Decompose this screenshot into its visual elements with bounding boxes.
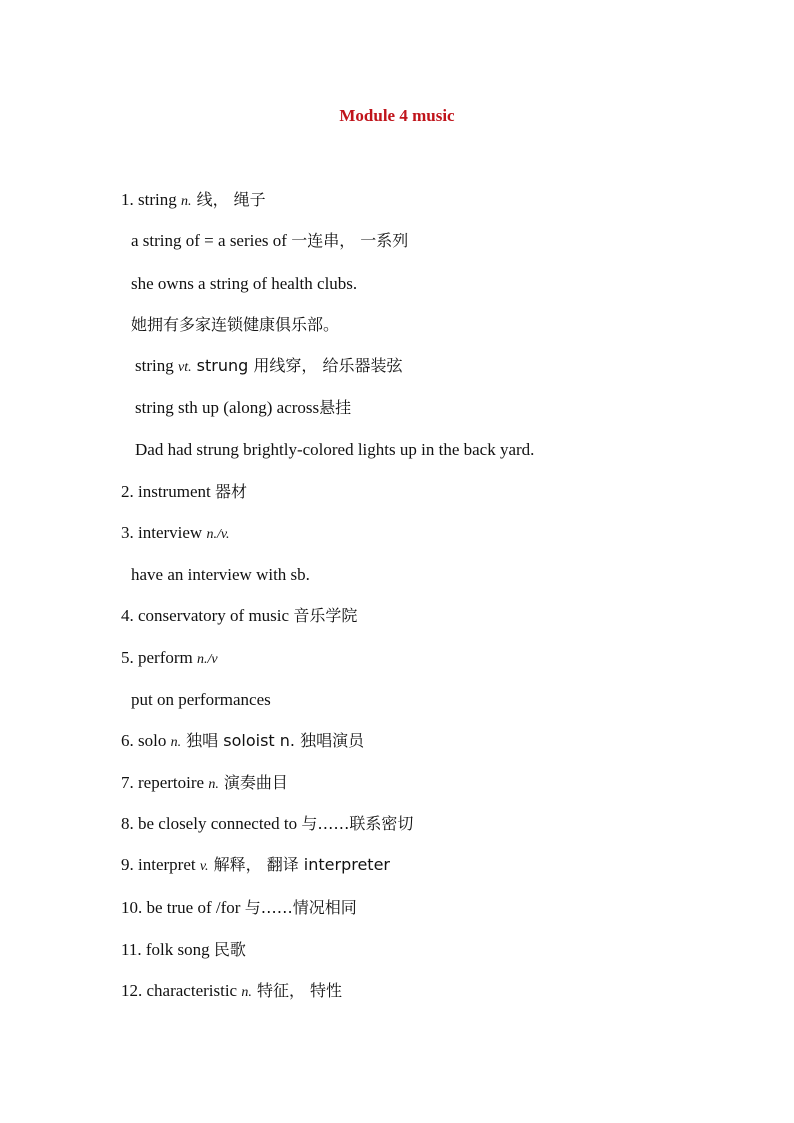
english-text: 6. solo (121, 731, 171, 750)
english-text: she owns a string of health clubs. (131, 274, 358, 293)
list-item (135, 397, 351, 419)
chinese-text: 与……联系密切 (301, 814, 414, 833)
chinese-text: 独唱 soloist n. 独唱演员 (181, 731, 365, 750)
chinese-text: 一连串， 一系列 (291, 231, 409, 250)
list-item (121, 813, 413, 835)
english-text: a string of = a series of (131, 231, 292, 250)
list-item (135, 355, 402, 379)
list-item (121, 980, 342, 1004)
chinese-text: 民歌 (213, 940, 246, 959)
list-item (121, 772, 288, 796)
part-of-speech: n./v. (206, 527, 230, 542)
list-item (131, 314, 339, 336)
english-text: 10. be true of /for (121, 898, 245, 917)
list-item (131, 230, 408, 252)
english-text: string sth up (along) across (135, 398, 320, 417)
document-title: Module 4 music (339, 106, 455, 125)
chinese-text: 演奏曲目 (218, 773, 288, 792)
chinese-text: 她拥有多家连锁健康俱乐部。 (131, 315, 340, 334)
list-item (131, 564, 310, 586)
part-of-speech: n./v (197, 652, 218, 667)
english-text: 7. repertoire (121, 773, 209, 792)
chinese-text: 特征， 特性 (251, 981, 343, 1000)
chinese-text: 器材 (214, 482, 247, 501)
english-text: 4. conservatory of music (121, 606, 294, 625)
english-text: 3. interview (121, 523, 207, 542)
list-item (131, 689, 271, 711)
english-text: 8. be closely connected to (121, 814, 302, 833)
english-text: 12. characteristic (121, 981, 242, 1000)
english-text: 1. string (121, 190, 181, 209)
english-text: 9. interpret (121, 855, 200, 874)
part-of-speech: n. (180, 194, 192, 209)
part-of-speech: n. (241, 985, 252, 1000)
list-item (135, 439, 534, 461)
list-item (121, 189, 266, 213)
list-item (121, 939, 246, 961)
list-item (121, 647, 218, 671)
english-text: string (135, 356, 178, 375)
part-of-speech: v. (199, 859, 209, 874)
english-text: 11. folk song (121, 940, 214, 959)
part-of-speech: vt. (177, 360, 192, 375)
english-text: 2. instrument (121, 482, 215, 501)
chinese-text: 与……情况相同 (244, 898, 357, 917)
part-of-speech: n. (208, 777, 219, 792)
part-of-speech: n. (170, 735, 182, 750)
chinese-text: 线， 绳子 (191, 190, 266, 209)
list-item (121, 522, 230, 546)
english-text: have an interview with sb. (131, 565, 310, 584)
list-item (121, 854, 390, 878)
chinese-text: 解释， 翻译 interpreter (208, 855, 390, 874)
list-item (121, 481, 247, 503)
chinese-text: strung 用线穿， 给乐器装弦 (191, 356, 403, 375)
list-item (121, 730, 364, 754)
chinese-text: 音乐学院 (293, 606, 358, 625)
chinese-text: 悬挂 (319, 398, 352, 417)
list-item (131, 273, 357, 295)
english-text: put on performances (131, 690, 271, 709)
english-text: 5. perform (121, 648, 198, 667)
list-item (121, 897, 357, 919)
list-item (121, 605, 357, 627)
english-text: Dad had strung brightly-colored lights up in the back yard. (135, 440, 535, 459)
